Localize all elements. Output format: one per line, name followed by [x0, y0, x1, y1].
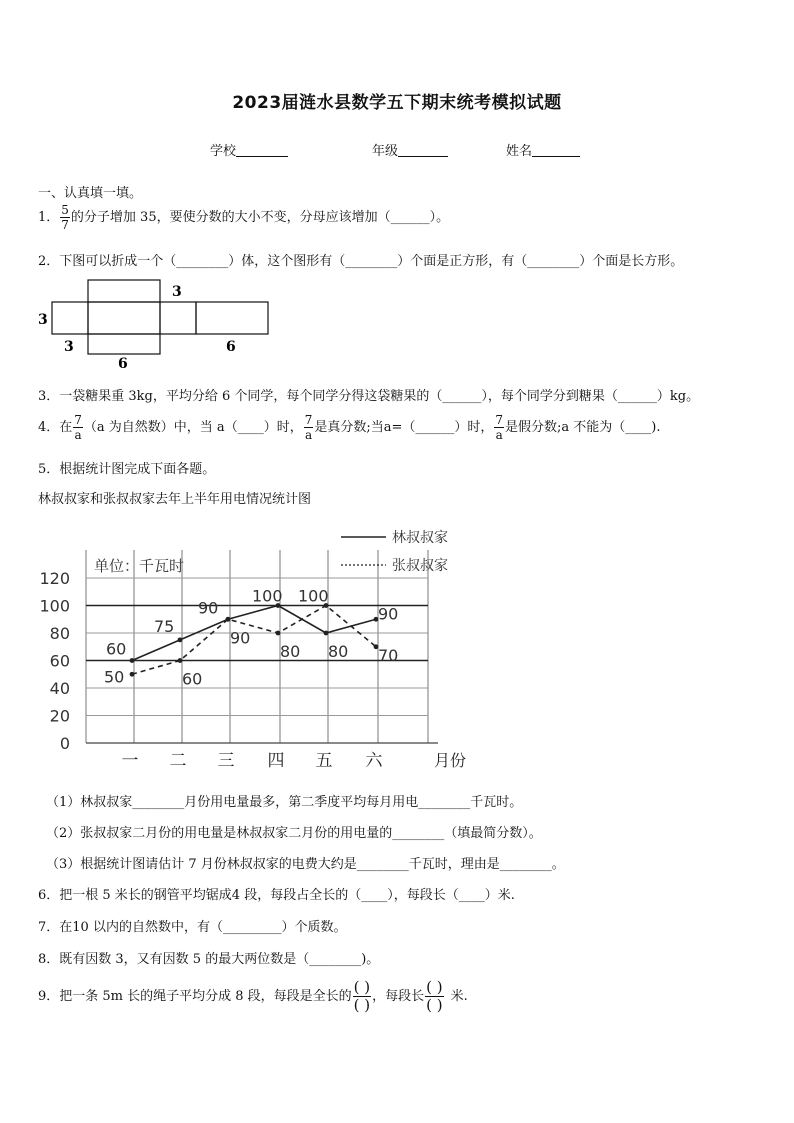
y-tick-label: 80 — [49, 624, 70, 643]
fraction-denominator: a — [495, 428, 503, 442]
fraction-denominator: 7 — [61, 218, 69, 232]
y-tick-label: 20 — [49, 706, 70, 726]
y-tick-label: 0 — [59, 734, 70, 753]
x-tick-label: 六 — [365, 751, 383, 771]
y-tick-label: 60 — [49, 651, 70, 671]
legend-label: 林叔叔家 — [392, 530, 448, 546]
data-label: 60 — [106, 639, 127, 659]
question-4-part-2: 是真分数;当a=（______）时， — [314, 420, 494, 435]
net-label-bottom-left: 3 — [64, 339, 74, 355]
electricity-line-chart — [36, 520, 476, 776]
section-heading: 一、认真填一填。 — [38, 186, 143, 201]
net-front-face — [88, 302, 160, 334]
fraction-numerator: ( ) — [426, 978, 443, 996]
fraction-5-7 — [60, 204, 70, 231]
sub-question-3: （3）根据统计图请估计 7 月份林叔叔家的电费大约是________千瓦时，理由是________。 — [46, 857, 565, 872]
data-label: 50 — [104, 667, 125, 687]
box-net-diagram — [36, 278, 286, 374]
question-3: 3．一袋糖果重 3kg，平均分给 6 个同学，每个同学分得这袋糖果的（______），每个同学分到糖果（______）kg。 — [38, 389, 700, 404]
sub-question-1: （1）林叔叔家________月份用电量最多，第二季度平均每月用电________千瓦时。 — [46, 795, 523, 810]
net-top-face — [88, 280, 160, 302]
y-tick-label: 120 — [39, 569, 70, 588]
question-5: 5．根据统计图完成下面各题。 — [38, 462, 216, 477]
grade-blank[interactable] — [398, 142, 448, 157]
name-label: 姓名 — [506, 144, 533, 159]
question-9 — [38, 980, 468, 1013]
x-tick-label: 三 — [217, 751, 235, 771]
fraction-numerator: 7 — [495, 413, 504, 427]
fraction-7-a — [73, 414, 83, 441]
name-blank[interactable] — [532, 142, 580, 157]
data-point — [130, 672, 135, 677]
fraction-denominator: a — [304, 428, 313, 442]
y-tick-label: 40 — [49, 679, 70, 698]
net-back-face — [196, 302, 268, 334]
data-label: 90 — [378, 604, 399, 624]
legend-label: 张叔叔家 — [392, 558, 448, 574]
net-right-face — [160, 302, 196, 334]
data-label: 90 — [230, 628, 251, 648]
data-label: 100 — [298, 586, 329, 606]
data-label: 80 — [328, 642, 349, 661]
fraction-denominator: ( ) — [353, 996, 371, 1014]
x-tick-label: 二 — [169, 751, 187, 771]
data-point — [276, 631, 281, 636]
net-left-face — [52, 302, 88, 334]
grade-label: 年级 — [372, 144, 399, 159]
question-4-part-1: （a 为自然数）中，当 a（____）时， — [83, 420, 303, 435]
fraction-numerator: 7 — [74, 413, 82, 427]
fraction-numerator: 5 — [61, 203, 69, 217]
fraction-denominator: ( ) — [426, 996, 443, 1014]
data-point — [178, 658, 183, 663]
school-field — [210, 140, 288, 159]
fraction-blank[interactable] — [425, 980, 443, 1013]
data-label: 75 — [154, 616, 175, 636]
unit-label: 单位：千瓦时 — [94, 557, 185, 575]
grade-field — [372, 140, 448, 159]
question-4-part-3: 是假分数;a 不能为（____). — [505, 420, 661, 435]
fraction-numerator: 7 — [304, 413, 313, 427]
fraction-numerator: ( ) — [353, 978, 371, 996]
sub-question-2: （2）张叔叔家二月份的用电量是林叔叔家二月份的用电量的________（填最简分数）。 — [46, 826, 542, 841]
name-field — [506, 140, 580, 159]
data-point — [324, 631, 329, 636]
question-8: 8．既有因数 3，又有因数 5 的最大两位数是（________)。 — [38, 952, 380, 967]
net-bottom-face — [88, 334, 160, 354]
question-7: 7．在10 以内的自然数中，有（_________）个质数。 — [38, 920, 347, 935]
question-2: 2．下图可以折成一个（________）体，这个图形有（________）个面是正方形，有（________）个面是长方形。 — [38, 254, 684, 269]
question-6: 6．把一根 5 米长的钢管平均锯成4 段，每段占全长的（____），每段长（____）米. — [38, 888, 515, 903]
question-1-number: 1． — [38, 210, 60, 225]
question-9-part-2: ，每段长 — [372, 989, 425, 1004]
x-tick-label: 五 — [315, 751, 333, 771]
y-tick-label: 100 — [39, 596, 70, 616]
data-label: 100 — [252, 586, 283, 606]
net-label-bottom-right: 6 — [226, 339, 236, 355]
school-blank[interactable] — [236, 142, 288, 157]
data-label: 80 — [280, 642, 301, 661]
chart-caption: 林叔叔家和张叔叔家去年上半年用电情况统计图 — [38, 492, 312, 507]
fraction-blank[interactable] — [353, 980, 371, 1013]
question-1-text: 的分子增加 35，要使分数的大小不变，分母应该增加（______）。 — [70, 210, 450, 225]
x-tick-label: 一 — [121, 751, 139, 771]
page-title: 2023届涟水县数学五下期末统考模拟试题 — [232, 93, 562, 113]
fraction-denominator: a — [74, 428, 82, 442]
data-point — [178, 637, 183, 642]
data-label: 60 — [182, 669, 203, 689]
net-label-bottom-mid: 6 — [118, 356, 128, 372]
series-line-zhang — [132, 606, 376, 675]
x-tick-label: 四 — [267, 751, 285, 771]
x-axis-label: 月份 — [434, 751, 467, 770]
question-4 — [38, 414, 660, 441]
data-point — [226, 617, 231, 622]
data-label: 70 — [378, 645, 399, 665]
school-label: 学校 — [210, 144, 237, 159]
fraction-7-a — [304, 414, 314, 441]
question-4-intro: 4．在 — [38, 420, 73, 435]
question-9-part-3: 米. — [450, 989, 468, 1004]
fraction-7-a — [494, 414, 504, 441]
net-label-top: 3 — [172, 284, 182, 300]
net-label-left: 3 — [38, 312, 48, 328]
question-1 — [38, 204, 449, 231]
question-9-part-1: 9．把一条 5m 长的绳子平均分成 8 段，每段是全长的 — [38, 989, 352, 1004]
data-label: 90 — [198, 598, 219, 618]
data-point — [130, 658, 135, 663]
